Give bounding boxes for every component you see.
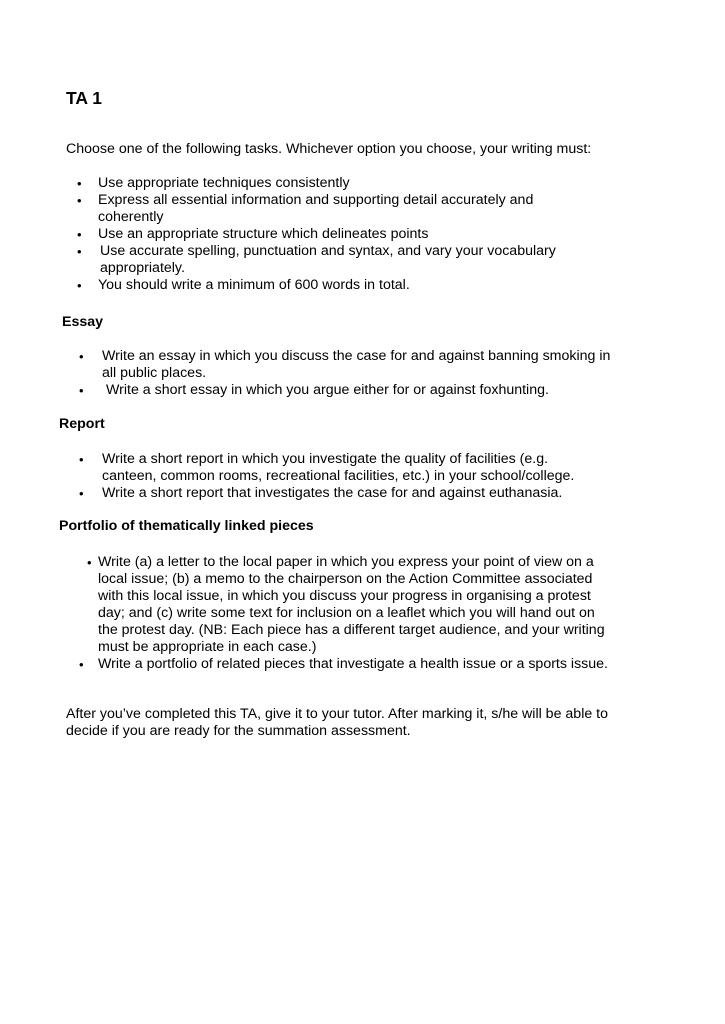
requirements-list	[77, 175, 568, 294]
list-item-text: Write (a) a letter to the local paper in which you express your point of view on a local issue; (b) a memo to the chairperson on the Action Committee associated with this local issue, in which you discuss your progress in organising a protest day; and (c) write some text for inclusion on a leaflet which you will hand out on the protest day. (NB: Each piece has a different target audience, and your writing must be appropriate in each case.)	[98, 554, 605, 655]
list-item	[77, 277, 568, 294]
list-item	[77, 226, 568, 243]
list-item	[77, 175, 568, 192]
list-item	[79, 382, 617, 399]
list-item-text: Write an essay in which you discuss the case for and against banning smoking in all public places.	[102, 348, 611, 381]
bullet-icon: •	[77, 278, 82, 293]
list-item-text: Write a short report that investigates the case for and against euthanasia.	[102, 485, 563, 501]
bullet-icon: •	[77, 244, 82, 259]
bullet-icon: •	[79, 486, 84, 501]
list-item	[79, 656, 618, 673]
bullet-icon: •	[79, 452, 84, 467]
list-item-text: Use appropriate techniques consistently	[98, 175, 350, 191]
section-heading-report: Report	[59, 416, 105, 432]
bullet-icon: •	[79, 349, 84, 364]
bullet-icon: •	[77, 227, 82, 242]
essay-tasks-list	[79, 348, 617, 399]
bullet-icon: •	[79, 383, 84, 398]
report-tasks-list	[79, 451, 597, 502]
closing-paragraph: After you’ve completed this TA, give it to your tutor. After marking it, s/he will be able to decide if you are ready for the summation assessment.	[66, 706, 609, 739]
section-heading-essay: Essay	[62, 314, 104, 330]
list-item	[79, 451, 597, 485]
list-item	[77, 192, 568, 226]
list-item	[87, 554, 618, 656]
list-item-text: Write a portfolio of related pieces that investigate a health issue or a sports issue.	[98, 656, 608, 672]
bullet-icon: •	[77, 176, 82, 191]
list-item-text: Use an appropriate structure which delineates points	[98, 226, 429, 242]
list-item-text: Use accurate spelling, punctuation and syntax, and vary your vocabulary appropriately.	[100, 243, 556, 276]
list-item	[79, 348, 617, 382]
list-item-text: Write a short essay in which you argue either for or against foxhunting.	[106, 382, 549, 398]
list-item-text: Write a short report in which you investigate the quality of facilities (e.g. canteen, common rooms, recreational facilities, etc.) in your school/college.	[102, 451, 575, 484]
document-title: TA 1	[66, 88, 102, 108]
list-item	[77, 243, 568, 277]
list-item	[79, 485, 597, 502]
portfolio-tasks-list	[79, 554, 618, 673]
list-item-text: You should write a minimum of 600 words in total.	[98, 277, 410, 293]
list-item-text: Express all essential information and supporting detail accurately and coherently	[98, 192, 534, 225]
bullet-icon: •	[87, 555, 92, 570]
bullet-icon: •	[77, 193, 82, 208]
bullet-icon: •	[79, 657, 84, 672]
intro-paragraph: Choose one of the following tasks. Whichever option you choose, your writing must:	[66, 141, 592, 157]
section-heading-portfolio: Portfolio of thematically linked pieces	[59, 518, 314, 534]
